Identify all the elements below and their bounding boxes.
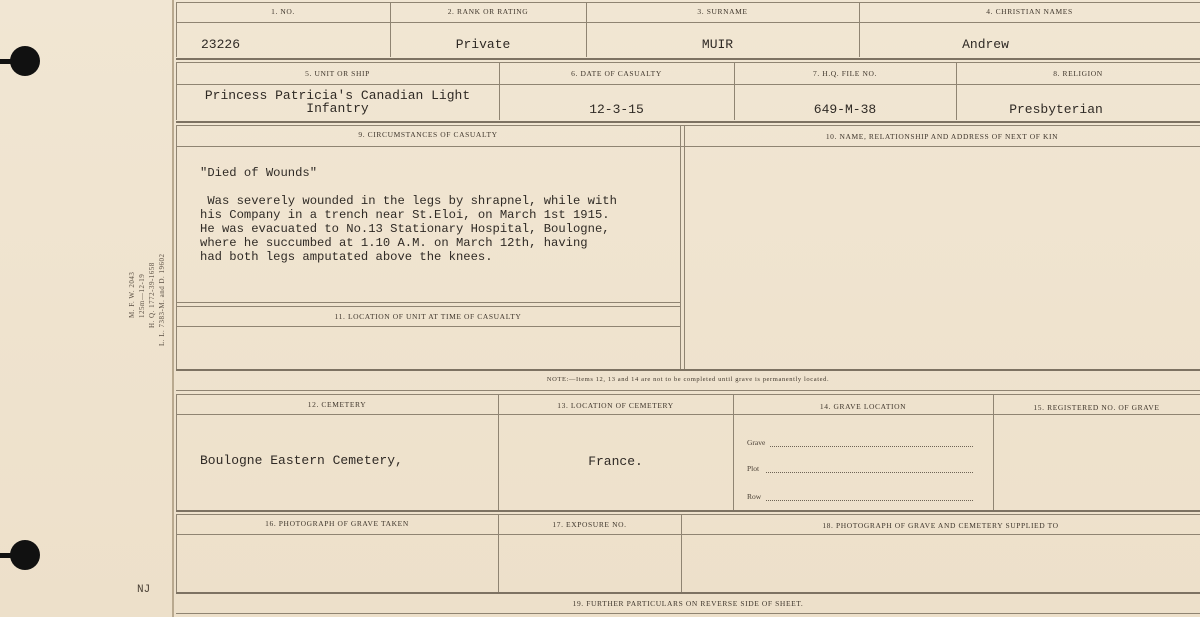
header-surname: 3. SURNAME [697,7,748,16]
rule [176,146,1200,147]
rule [176,592,1200,594]
rule [176,302,680,303]
value-date: 12-3-15 [589,102,644,117]
margin-line [172,0,174,617]
footer-further-particulars: 19. FURTHER PARTICULARS ON REVERSE SIDE OF SHEET. [572,599,804,608]
grave-dotted-line [770,446,973,447]
header-religion: 8. RELIGION [1053,69,1103,78]
punch-hole-bottom [10,540,40,570]
header-number: 1. NO. [271,7,295,16]
header-file-no: 7. H.Q. FILE NO. [813,69,877,78]
rule [176,510,1200,512]
rule [176,306,680,307]
rule [176,125,1200,126]
rule [176,62,1200,63]
punch-hole-top [10,46,40,76]
value-number: 23226 [201,37,241,52]
header-date: 6. DATE OF CASUALTY [571,69,662,78]
form-code-line3: H. Q. 1772-39-1658 [148,262,156,328]
rule [176,2,1200,3]
rule [680,125,681,369]
header-circumstances: 9. CIRCUMSTANCES OF CASUALTY [358,130,498,139]
rule [176,394,1200,395]
value-surname: MUIR [701,37,734,52]
grave-label: Grave [747,438,766,447]
value-christian-names: Andrew [962,37,1009,52]
header-grave-location: 14. GRAVE LOCATION [819,402,907,411]
circumstances-body: Was severely wounded in the legs by shrapnel, while with his Company in a trench near St.Eloi, on March 1st 1915. He was evacuated to No.13 Stationary Hospital, Boulogne, where he succumbed at 1.10 A.M. on March 12th, having had both legs amputated above the knees. [200,194,617,264]
rule [684,125,685,369]
plot-label: Plot [747,464,760,473]
rule [176,125,177,369]
rule [176,121,1200,123]
rule [176,534,1200,535]
header-christian-names: 4. CHRISTIAN NAMES [986,7,1073,16]
plot-dotted-line [766,472,973,473]
row-label: Row [747,492,762,501]
rule [176,514,1200,515]
rule [176,390,1200,391]
row-dotted-line [766,500,973,501]
rule [176,22,1200,23]
value-rank: Private [455,37,511,52]
rule [176,58,1200,60]
header-cemetery: 12. CEMETERY [307,400,367,409]
header-rank: 2. RANK OR RATING [447,7,529,16]
rule [498,394,499,510]
rule [176,84,1200,85]
header-registered-no: 15. REGISTERED NO. OF GRAVE [1033,403,1160,412]
header-exposure-no: 17. EXPOSURE NO. [552,520,627,529]
value-file-no: 649-M-38 [813,102,877,117]
form-code-line1: M. F. W. 2043 [128,271,136,318]
value-unit-line2: Infantry [306,101,369,116]
header-cemetery-location: 13. LOCATION OF CEMETERY [557,401,674,410]
rule [176,414,1200,415]
rule [733,394,734,510]
header-location-of-unit: 11. LOCATION OF UNIT AT TIME OF CASUALTY [334,312,522,321]
value-cemetery-location: France. [588,454,643,469]
header-photograph-taken: 16. PHOTOGRAPH OF GRAVE TAKEN [265,519,409,528]
clerk-initials: NJ [137,584,151,596]
value-unit-line1: Princess Patricia's Canadian Light [204,88,471,103]
rule [176,613,1200,614]
form-code-line4: L. L. 7383-M. and D. 19602 [158,253,166,346]
value-cemetery: Boulogne Eastern Cemetery, [200,453,403,468]
rule [176,369,1200,371]
rule [176,326,680,327]
rule [176,394,177,510]
header-photograph-supplied: 18. PHOTOGRAPH OF GRAVE AND CEMETERY SUPPLIED TO [822,521,1059,530]
circumstances-title: "Died of Wounds" [200,166,318,180]
value-religion: Presbyterian [1009,102,1103,117]
header-unit: 5. UNIT OR SHIP [305,69,370,78]
note-text: NOTE:—Items 12, 13 and 14 are not to be completed until grave is permanently located. [546,376,830,383]
header-next-of-kin: 10. NAME, RELATIONSHIP AND ADDRESS OF NEXT OF KIN [825,132,1059,141]
form-code-line2: 125m—12-19 [138,273,146,318]
